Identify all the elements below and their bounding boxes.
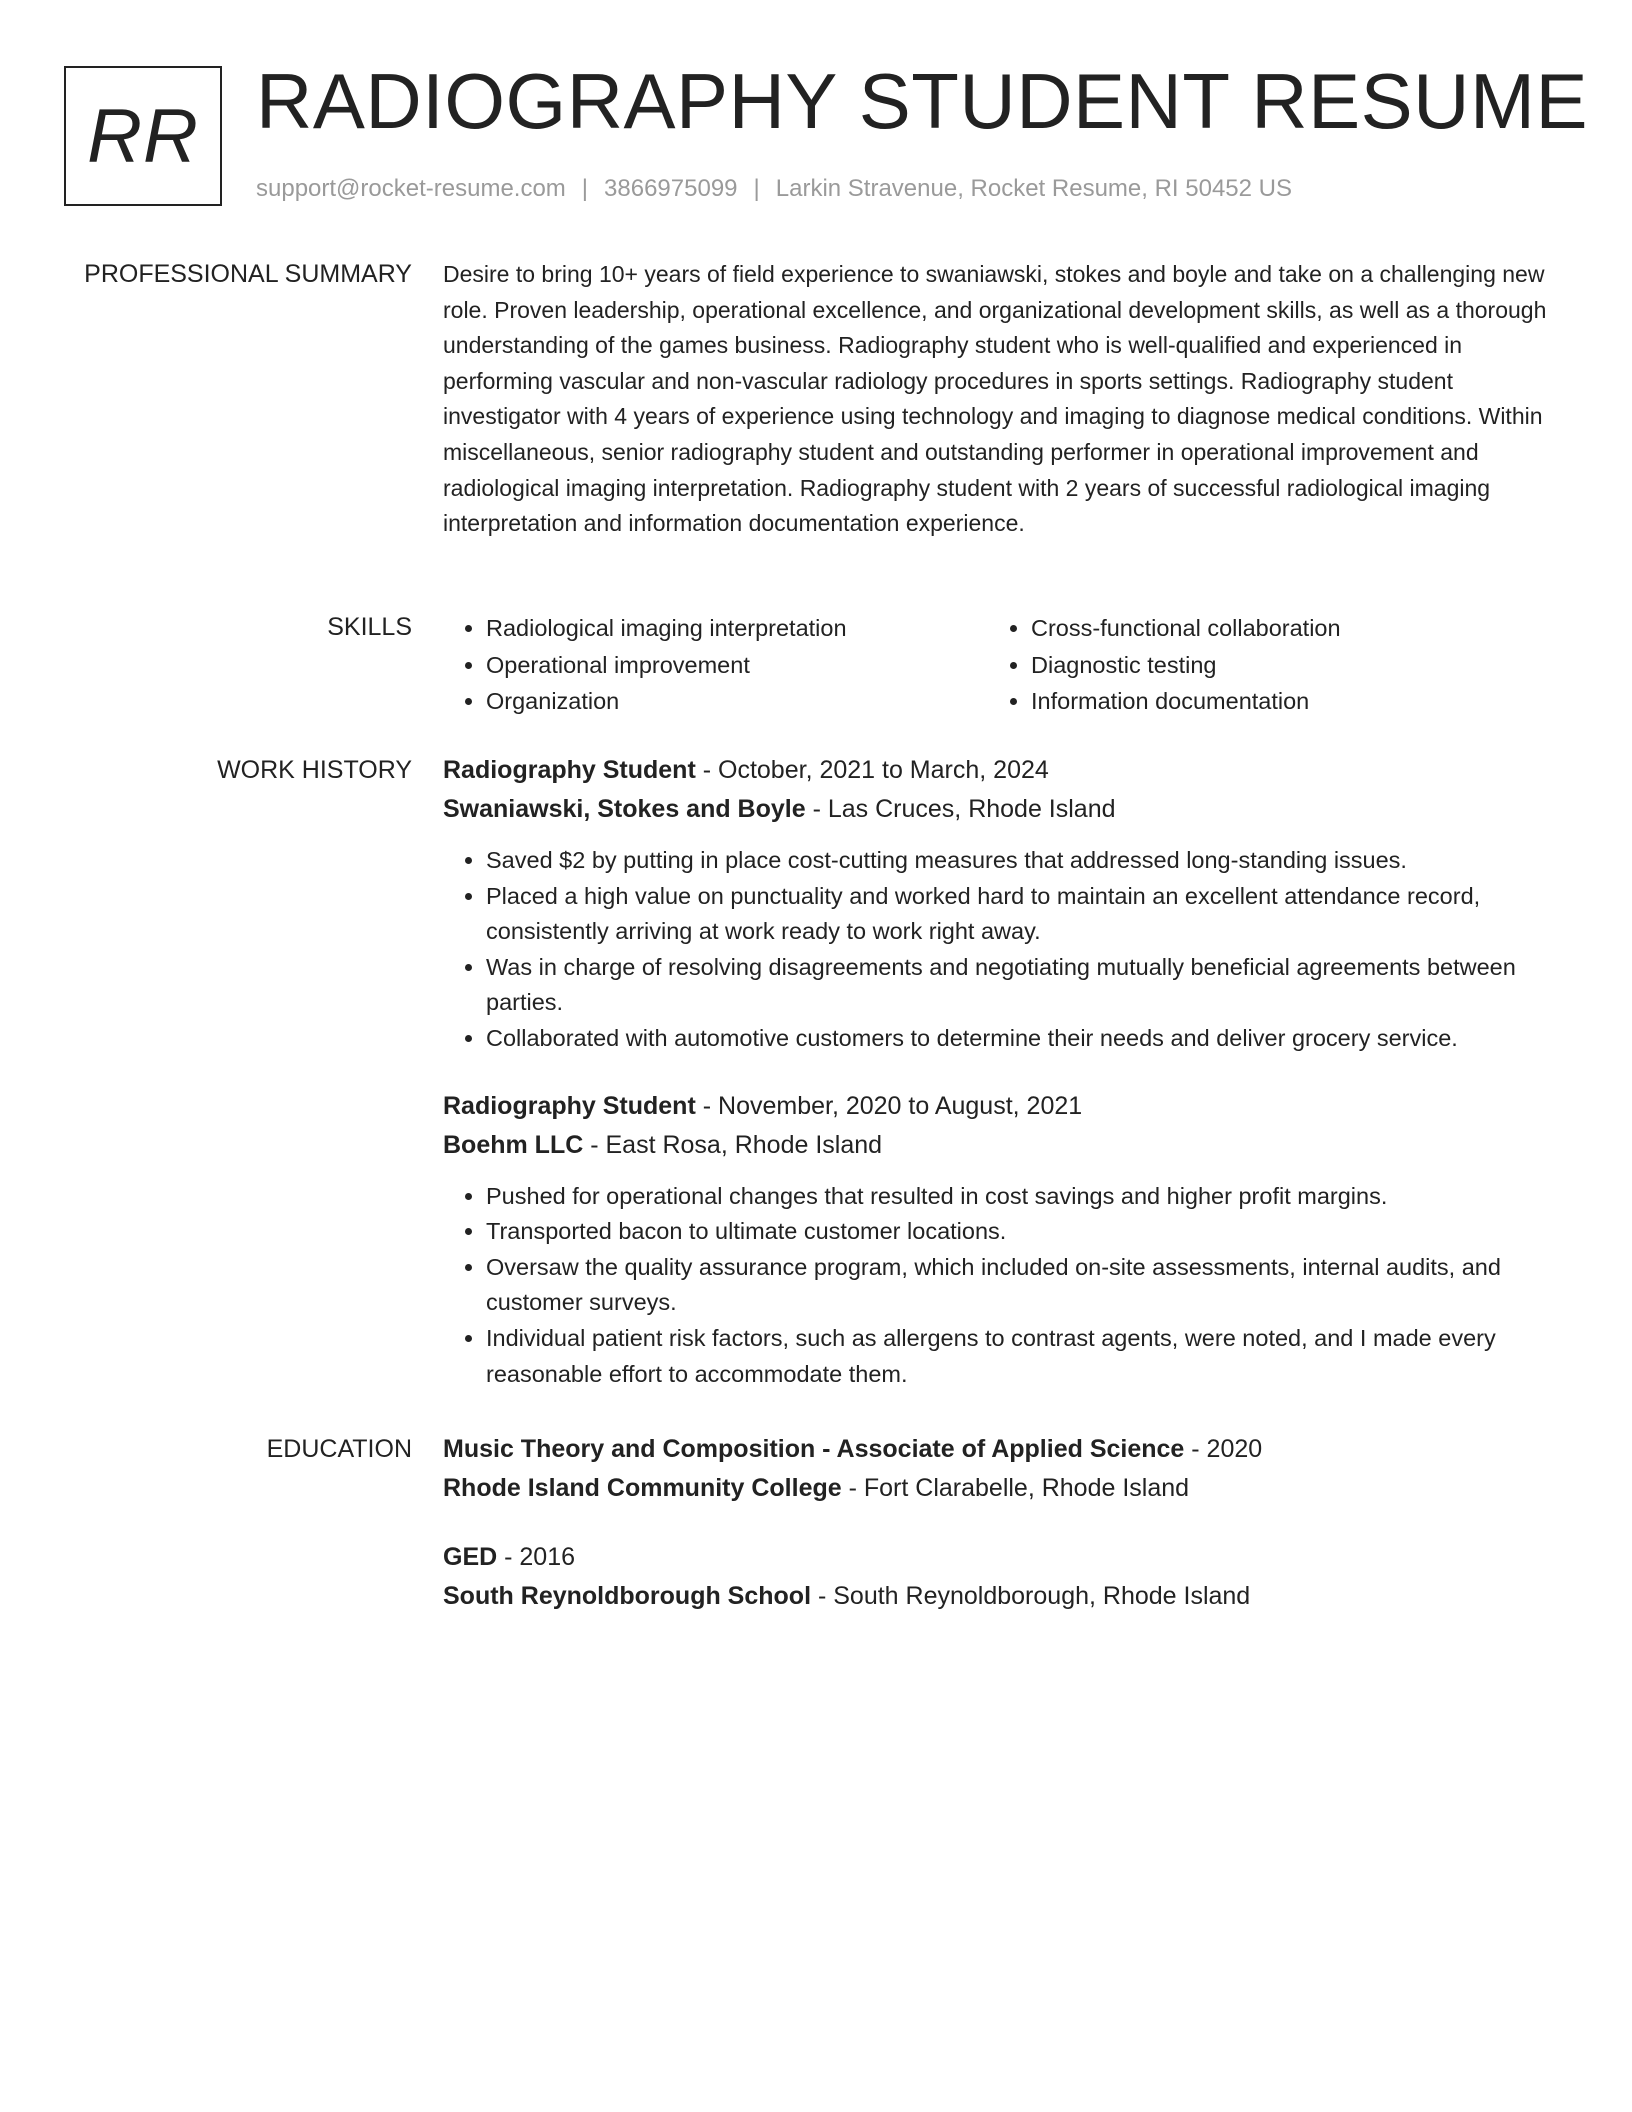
skill-item: • Organization [486, 683, 988, 720]
skills-heading: SKILLS [327, 613, 412, 641]
job-dates: - October, 2021 to March, 2024 [695, 756, 1049, 784]
education-degree-line [443, 1430, 1555, 1469]
education-degree: Music Theory and Composition - Associate of Applied Science [443, 1435, 1185, 1463]
education-year: - 2020 [1184, 1435, 1263, 1463]
skill-item: • Cross-functional collaboration [1031, 610, 1533, 647]
job-bullet: • Collaborated with automotive customers to determine their needs and deliver grocery service. [486, 1021, 1555, 1057]
education-degree: GED [443, 1543, 498, 1571]
job-bullet: • Individual patient risk factors, such as allergens to contrast agents, were noted, and I made every reasonable effort to accommodate them. [486, 1321, 1555, 1392]
contact-address: Larkin Stravenue, Rocket Resume, RI 50452 US [775, 175, 1293, 202]
job-title: Radiography Student [443, 756, 696, 784]
summary-text: Desire to bring 10+ years of field experience to swaniawski, stokes and boyle and take on a challenging new role. Proven leadership, operational excellence, and organizational development skills, as well as a thorough understanding of the games business. Radiography student who is well-qualified and experienced in performing vascular and non-vascular radiology procedures in sports settings. Radiography student investigator with 4 years of experience using technology and imaging to diagnose medical conditions. Within miscellaneous, senior radiography student and outstanding performer in operational improvement and radiological imaging interpretation. Radiography student with 2 years of successful radiological imaging interpretation and information documentation experience. [443, 261, 1547, 537]
job-title-line [443, 1087, 1555, 1126]
job-location: - Las Cruces, Rhode Island [805, 795, 1116, 823]
education-degree-line [443, 1538, 1555, 1577]
job-title-line [443, 751, 1555, 790]
contact-line [256, 172, 1292, 206]
education-entry [443, 1538, 1555, 1616]
job-bullet: • Was in charge of resolving disagreements and negotiating mutually beneficial agreements between parties. [486, 950, 1555, 1021]
education-year: - 2016 [497, 1543, 576, 1571]
skill-item: • Radiological imaging interpretation [486, 610, 988, 647]
skills-list-right [988, 610, 1533, 720]
job-company-line [443, 1126, 1555, 1165]
skill-item: • Diagnostic testing [1031, 647, 1533, 684]
skill-item: • Information documentation [1031, 683, 1533, 720]
education-entry [443, 1430, 1555, 1508]
job-company: Swaniawski, Stokes and Boyle [443, 795, 806, 823]
monogram-logo [64, 66, 222, 206]
job-bullets [443, 843, 1555, 1057]
job-entry [443, 751, 1555, 1057]
skills-list-left [443, 610, 988, 720]
education-location: - Fort Clarabelle, Rhode Island [841, 1474, 1190, 1502]
job-company: Boehm LLC [443, 1130, 584, 1159]
education-body [443, 1430, 1555, 1646]
education-school-line [443, 1577, 1555, 1616]
skill-item: • Operational improvement [486, 647, 988, 684]
job-dates: - November, 2020 to August, 2021 [695, 1091, 1083, 1120]
job-company-line [443, 790, 1555, 829]
job-bullets [443, 1179, 1555, 1393]
job-bullet: • Saved $2 by putting in place cost-cutting measures that addressed long-standing issues. [486, 843, 1555, 879]
job-bullet: • Placed a high value on punctuality and worked hard to maintain an excellent attendance record, consistently arriving at work ready to work right away. [486, 879, 1555, 950]
resume-title: RADIOGRAPHY STUDENT RESUME [256, 57, 1588, 145]
job-location: - East Rosa, Rhode Island [583, 1130, 883, 1159]
contact-phone[interactable]: 3866975099 [604, 175, 738, 202]
education-heading: EDUCATION [266, 1435, 412, 1463]
job-bullet: • Transported bacon to ultimate customer locations. [486, 1214, 1555, 1250]
contact-separator: | [581, 175, 589, 202]
education-school: Rhode Island Community College [443, 1474, 842, 1502]
work-history-heading: WORK HISTORY [217, 756, 412, 784]
monogram-initials: RR [87, 93, 199, 179]
contact-separator: | [753, 175, 760, 202]
summary-heading: PROFESSIONAL SUMMARY [84, 260, 412, 288]
job-entry [443, 1087, 1555, 1393]
skills-body [443, 610, 1555, 720]
job-title: Radiography Student [443, 1091, 696, 1120]
job-bullet: • Oversaw the quality assurance program, which included on-site assessments, internal audits, and customer surveys. [486, 1250, 1555, 1321]
work-history-body [443, 751, 1555, 1422]
education-school-line [443, 1469, 1555, 1508]
education-school: South Reynoldborough School [443, 1582, 812, 1610]
contact-email[interactable]: support@rocket-resume.com [256, 175, 566, 202]
summary-body [443, 257, 1555, 542]
job-bullet: • Pushed for operational changes that resulted in cost savings and higher profit margins. [486, 1179, 1555, 1215]
education-location: - South Reynoldborough, Rhode Island [811, 1582, 1251, 1610]
skills-grid [443, 610, 1555, 720]
